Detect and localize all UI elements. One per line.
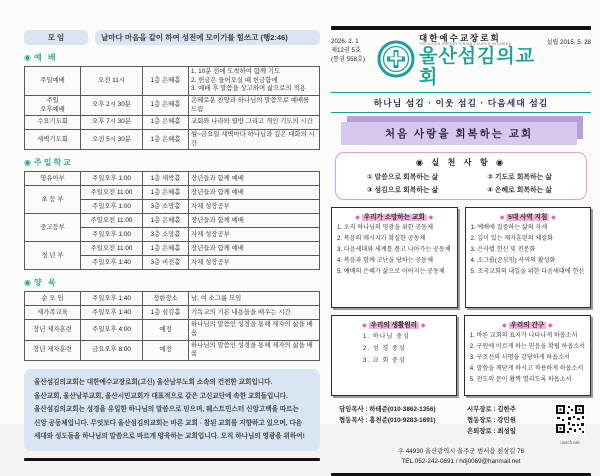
elder-contacts	[467, 404, 553, 438]
list-item: 1. 오직 하나님의 영광을 위한 공동체	[337, 223, 433, 231]
list-item: 협동장로 : 강민원	[467, 416, 516, 424]
table-cell: 주일오후 1:40	[81, 256, 143, 270]
table-cell: 장년들과 함께 예배	[189, 214, 320, 228]
table-cell: 장년들과 함께 예배	[189, 242, 320, 256]
table-cell: 금요오후 8:00	[81, 340, 143, 360]
diamond-icon: ◆	[499, 214, 505, 221]
table-cell: 수요기도회	[25, 116, 81, 130]
list-item: 담임목사 : 하태준(010-3862-1356)	[339, 405, 436, 413]
church-brand	[377, 34, 539, 89]
table-cell: 하나님의 말씀인 성경을 통해 제자의 삶을 배움	[189, 340, 320, 360]
table-row	[25, 116, 320, 130]
list-item: 1. 하나님 중심	[363, 332, 410, 340]
table-cell: 기독교의 기본 내용들을 배우는 시간	[189, 306, 320, 320]
table-cell: 1층 은혜홀	[143, 130, 189, 150]
qr-caption: ussch.net	[560, 439, 580, 445]
table-cell: 남, 여 소그룹 모임	[189, 292, 320, 306]
practice-box	[335, 152, 587, 200]
list-item: 3. 다음세대와 세계를 품고 나아가는 공동체	[337, 245, 451, 253]
box-ministry-guidelines	[465, 207, 592, 308]
table-cell: 하나님의 말씀인 성경을 통해 제자의 삶을 배움	[189, 320, 320, 340]
nurture-table	[24, 291, 320, 361]
list-item: 2. 성 경 중심	[363, 344, 406, 352]
table-row	[25, 306, 320, 320]
list-item: 1. 바른 교회의 표지가 나타나게 하옵소서	[469, 331, 578, 339]
table-cell: 장년들과 함께 예배	[189, 186, 320, 200]
boxes-row-1	[331, 207, 591, 308]
table-cell: 예정	[143, 320, 189, 340]
table-cell: 월~금요일 새벽마다 하나님과 깊은 대화의 시간	[189, 130, 320, 150]
table-row	[25, 242, 320, 256]
masthead	[331, 34, 591, 89]
table-cell: 예정	[143, 340, 189, 360]
diamond-icon: ◆	[420, 322, 426, 329]
practice-items	[346, 171, 576, 194]
diamond-icon: ◆	[355, 214, 360, 221]
table-row	[25, 186, 320, 200]
bullet-icon: ◉	[24, 53, 31, 62]
vision-banner: 처음 사랑을 회복하는 교회	[341, 122, 577, 145]
qr-code-icon	[555, 404, 585, 434]
table-row	[25, 340, 320, 360]
list-item: 2. 복음의 메시지가 확실한 공동체	[337, 234, 426, 242]
table-cell: 주일 오후예배	[25, 95, 81, 115]
meeting-label: 모 임	[24, 30, 88, 45]
brand-text	[419, 34, 539, 89]
table-row	[25, 292, 320, 306]
sundayschool-table	[24, 171, 320, 270]
list-item: ① 말씀으로 회복하는 삶	[366, 173, 439, 181]
diamond-icon: ◆	[548, 322, 553, 329]
table-row	[25, 320, 320, 340]
table-cell: 정한장소	[143, 292, 189, 306]
list-item: 은퇴장로 : 최성일	[467, 428, 516, 436]
vision-banner-wrap	[341, 122, 577, 145]
box-prayers	[464, 315, 591, 396]
list-item: 4. 복음과 함께 고난을 당하는 공동체	[337, 256, 433, 264]
practice-title: ◉ 실 천 사 항 ◉	[415, 157, 507, 167]
table-cell: 오후 7시 30분	[81, 116, 143, 130]
diamond-icon: ◆	[428, 214, 434, 221]
list-item: 3. 구조선의 사명을 감당하게 하옵소서	[469, 353, 570, 361]
list-item: 울산섬김의교회는 성경을 유일한 하나님의 말씀으로 믿으며, 웨스트민스터 신앙고백을 따르는	[34, 406, 299, 414]
table-cell: 새벽기도회	[25, 130, 81, 150]
contact-block	[331, 404, 591, 445]
list-item: 울산섬김의교회는 대한예수교장로회(고신) 울산남부노회 소속의 건전한 교회입니다.	[34, 379, 273, 387]
address-block	[331, 447, 591, 467]
table-cell: 새가족교육	[25, 306, 81, 320]
list-item: ② 기도로 회복하는 삶	[487, 173, 552, 181]
list-item: 2. 구원에 이르게 하는 믿음을 확립 하옵소서	[469, 342, 585, 350]
list-item: 1. 예배에 집중하는 삶의 자세	[470, 223, 548, 231]
list-item: 4. 말씀을 깨닫게 하시고 적용하게 하옵소서	[469, 364, 584, 372]
table-cell: 장년 제자훈련	[25, 320, 81, 340]
table-cell: 주일오전 11:00	[81, 214, 143, 228]
boxes-row-2	[331, 315, 591, 396]
issue-date: 2026. 2. 1	[331, 37, 359, 45]
page-right	[331, 26, 591, 476]
table-cell: 자체 성장공부	[189, 228, 320, 242]
issue-meta	[331, 34, 377, 65]
table-cell: 영유아부	[25, 172, 81, 186]
table-row	[25, 67, 320, 96]
table-cell: 1층 은혜홀	[143, 242, 189, 256]
box-title: ◆ 5대 사역 지침 ◆	[499, 213, 556, 221]
table-cell: 주일오후 1:00	[81, 200, 143, 214]
church-slogan: 하나님 섬김 · 이웃 섬김 · 다음세대 섬김	[331, 92, 591, 113]
table-row	[25, 172, 320, 186]
table-cell: 주일예배	[25, 67, 81, 96]
table-cell: 3층 비전홀	[143, 256, 189, 270]
table-row	[25, 214, 320, 228]
table-cell: 1층 은혜홀	[143, 116, 189, 130]
issue-number: (통권 558호)	[331, 56, 366, 64]
table-cell: 주일오후 1:00	[81, 228, 143, 242]
table-cell: 장년들과 함께 예배	[189, 172, 320, 186]
founded-date: 설립 2015. 5. 28	[546, 38, 591, 46]
list-item: ③ 섬김으로 회복하는 삶	[366, 186, 439, 194]
table-cell: 중고등부	[25, 214, 81, 242]
section-title-nurture: ◉ 양 육	[24, 278, 58, 288]
table-cell: 1층 은혜홀	[143, 95, 189, 115]
church-name: 울산섬김의교회	[419, 45, 536, 88]
list-item: 5. 예배의 은혜가 삶으로 이어지는 공동체	[337, 267, 445, 275]
diamond-icon: ◆	[551, 214, 556, 221]
list-item: 세대와 성도들을 하나님의 말씀으로 바르게 양육하는 교회입니다. 오직 하나님의 영광을 위하여!	[34, 433, 305, 441]
denomination-name-en: THE KOSIN PRESBYTERIAN CHURCH IN KOREA	[419, 42, 512, 46]
church-logo-icon	[377, 40, 415, 83]
tel-email: TEL.052-242-0691 / hdj0069@hanmail.net	[401, 457, 521, 465]
diamond-icon: ◆	[362, 322, 367, 329]
denomination-name: 대한예수교장로회	[419, 32, 501, 43]
box-title: ◆ 우리의 간구 ◆	[502, 321, 553, 329]
box-hoped-church	[331, 207, 458, 308]
table-cell: 오전 11시	[81, 67, 143, 96]
table-cell: 주일오후 1:40	[81, 292, 143, 306]
list-item: 3. 은사별 헌신 및 전문화	[470, 245, 536, 253]
section-title-sundayschool: ◉ 주일학교	[24, 158, 73, 168]
table-cell: 주일오후 1:00	[81, 172, 143, 186]
table-cell: 순 모 임	[25, 292, 81, 306]
list-item: 신앙 공동체입니다. 무엇보다 울산섬김의교회는 바른 교회 · 참된 교회를 지향하고 있으며, 다음	[34, 419, 303, 427]
table-cell: 오후 2시 30분	[81, 95, 143, 115]
divider-rule	[331, 26, 591, 30]
section-title-worship: ◉ 예 배	[24, 53, 58, 62]
box-title: ◆ 우리의 생활원리 ◆	[362, 321, 426, 329]
table-cell: 자체 성장공부	[189, 256, 320, 270]
table-cell: 1. 10분 전에 도착하여 함께 기도 2. 헌금은 들어오실 때 헌금함에 3. 예배 후 말씀을 상고하며 삶으로의 적용	[189, 67, 320, 96]
table-cell: 1층 은혜홀	[143, 186, 189, 200]
table-cell: 장년 제자훈련	[25, 340, 81, 360]
list-item: 협동목사 : 홍천준(010-9283-1691)	[339, 416, 436, 424]
table-cell: 청 년 부	[25, 242, 81, 270]
table-cell: 초 등 부	[25, 186, 81, 214]
table-cell: 주일오전 11:00	[81, 186, 143, 200]
diamond-icon: ◆	[502, 322, 507, 329]
list-item: 4. 소그룹(순모임) 사역의 활성화	[470, 256, 556, 264]
pastor-contacts	[335, 404, 467, 426]
box-title: ◆ 우리가 소망하는 교회 ◆	[355, 213, 434, 221]
table-cell: 주일오전 11:00	[81, 242, 143, 256]
divider-rule	[331, 473, 591, 476]
table-cell: 1층 새싹홀	[143, 172, 189, 186]
list-item: 3. 교 회 중심	[363, 357, 406, 365]
worship-table	[24, 66, 320, 150]
church-intro-paragraph	[24, 369, 320, 451]
table-cell: 자체 성장공부	[189, 200, 320, 214]
qr-wrap	[553, 404, 587, 445]
table-row	[25, 130, 320, 150]
divider-rule	[24, 458, 320, 461]
table-cell: 주일오후 4:00	[81, 320, 143, 340]
table-cell: 주일오후 1:40	[81, 306, 143, 320]
table-cell: 3층 소망홀	[143, 228, 189, 242]
list-item: 시무장로 : 김한주	[467, 405, 516, 413]
table-row	[25, 95, 320, 115]
meeting-row	[24, 30, 320, 45]
bullet-icon: ◉	[24, 158, 31, 168]
table-cell: 교회와 나라와 열방 그리고 개인 기도의 시간	[189, 116, 320, 130]
meeting-verse: 날마다 마음을 같이 하여 성전에 모이기를 힘쓰고 (행2:46)	[95, 30, 320, 45]
table-cell: 1층 은혜홀	[143, 214, 189, 228]
table-cell: 1층 섬김홀	[143, 306, 189, 320]
bullet-icon: ◉	[24, 278, 31, 288]
table-cell: 3층 소망홀	[143, 200, 189, 214]
page-left	[24, 30, 320, 461]
box-life-principles	[331, 315, 457, 396]
table-cell: 은혜로운 찬양과 하나님의 말씀으로 예배를 드림	[189, 95, 320, 115]
issue-volume: 제12권 5호	[331, 46, 361, 54]
list-item: 2. 깊이 있는 제자훈련의 체질화	[470, 234, 553, 242]
postal-address: 우 44930 울산광역시 울주군 범서읍 천상길 76	[397, 447, 525, 455]
table-cell: 1층 은혜홀	[143, 67, 189, 96]
list-item: ④ 은혜로 회복하는 삶	[487, 186, 552, 194]
list-item: 5. 조국교회의 내일을 위한 다음세대에 헌신	[470, 267, 585, 275]
list-item: 울산교회, 울산남부교회, 울산시민교회가 대표적으로 같은 고신교단에 속한 교회들입니다.	[34, 392, 288, 400]
table-cell: 오전 5시 30분	[81, 130, 143, 150]
list-item: 5. 전도의 문이 활짝 열리도록 하옵소서	[469, 375, 572, 383]
